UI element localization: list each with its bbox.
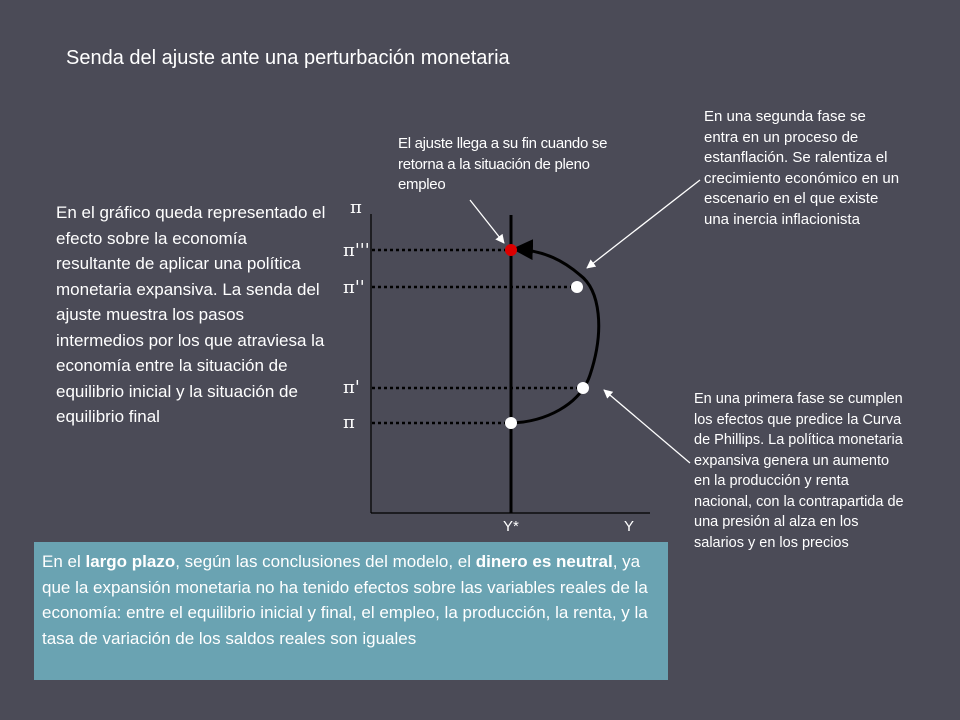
full-employment-label: Y* [503, 518, 519, 535]
final-equilibrium-point [505, 244, 517, 256]
conclusion-text-3: , ya que la expansión monetaria no ha tenido efectos sobre las variables reales de la economía: entre el equilibrio inicial y final, el empleo, la producción, la renta, y la tasa de variación de los saldos reales son iguales [42, 552, 648, 648]
level-label-pi2: π'' [343, 277, 365, 298]
long-run-conclusion-box [34, 542, 668, 680]
note-stagflation: En una segunda fase se entra en un proceso de estanflación. Se ralentiza el crecimiento económico en un escenario en el que existe una inercia inflacionista [704, 108, 900, 228]
arrow-to-final-point [470, 200, 504, 243]
note-full-employment: El ajuste llega a su fin cuando se retorna a la situación de pleno empleo [398, 135, 608, 193]
conclusion-bold-long-run: largo plazo [85, 552, 176, 571]
slide-title: Senda del ajuste ante una perturbación monetaria [66, 47, 510, 69]
level-label-pi1: π' [343, 377, 360, 398]
conclusion-text-1: En el [42, 552, 86, 571]
conclusion-text-2: , según las conclusiones del modelo, el [175, 552, 476, 571]
initial-equilibrium-point [505, 417, 517, 429]
note-phillips-curve: En una primera fase se cumplen los efectos que predice la Curva de Phillips. La política monetaria expansiva genera un aumento en la producción y renta nacional, con la contrapartida de una presión al alza en los salarios y en los precios [694, 391, 904, 551]
conclusion-bold-money-neutral: dinero es neutral [475, 552, 613, 571]
phase-two-point [571, 281, 583, 293]
adjustment-path-curve [511, 249, 599, 423]
explanation-text: En el gráfico queda representado el efecto sobre la economía resultante de aplicar una política monetaria expansiva. La senda del ajuste muestra los pasos intermedios por los que atraviesa la economía entre la situación de equilibrio inicial y la situación de equilibrio final [56, 203, 326, 426]
y-axis-label: π [350, 197, 362, 218]
level-label-pi0: π [343, 412, 355, 433]
level-label-pi3: π''' [343, 240, 370, 261]
arrow-to-phase-one [604, 390, 690, 463]
x-axis-label: Y [624, 518, 635, 535]
phase-one-point [577, 382, 589, 394]
